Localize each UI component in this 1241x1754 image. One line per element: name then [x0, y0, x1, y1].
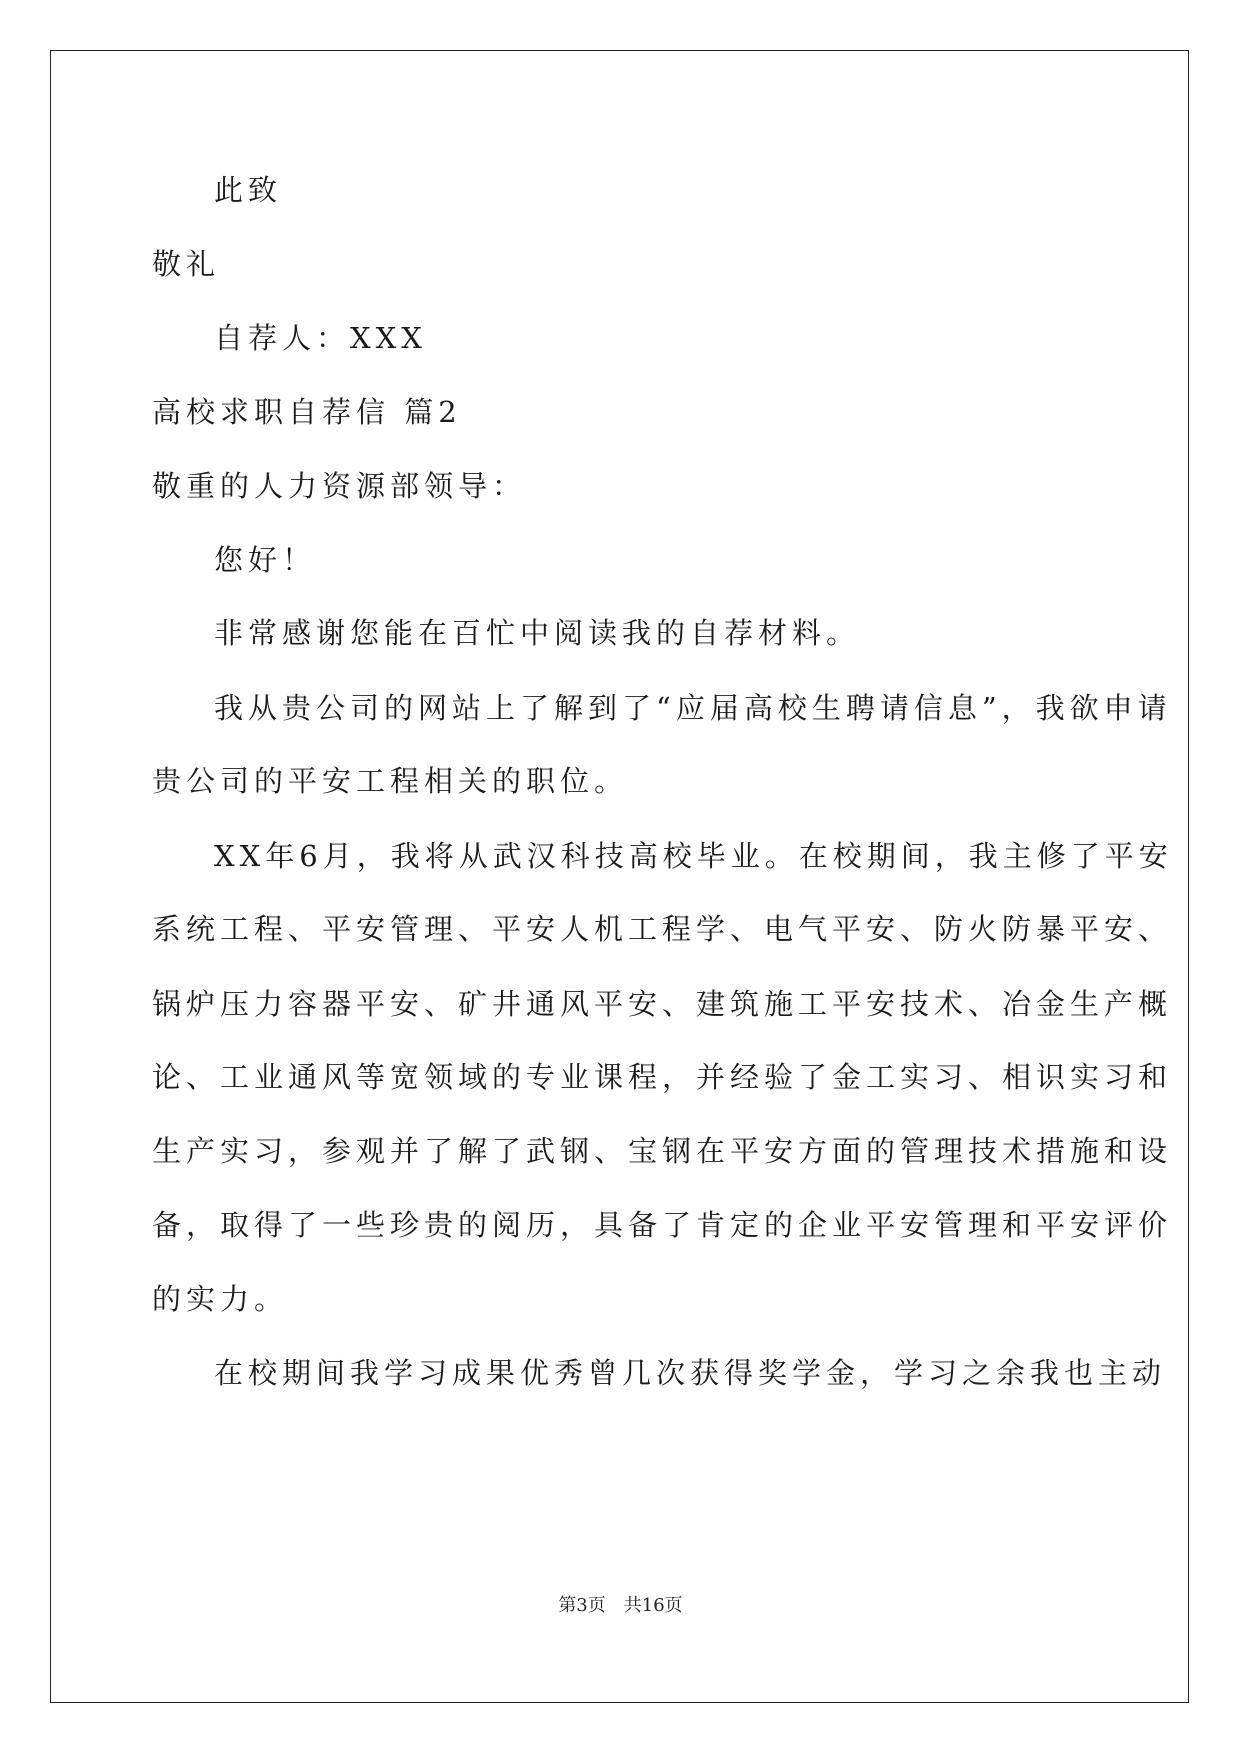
paragraph-line: 我从贵公司的网站上了解到了“应届高校生聘请信息”，我欲申请: [214, 691, 1172, 725]
paragraph-line: 贵公司的平安工程相关的职位。: [152, 764, 629, 798]
paragraph-line: 生产实习，参观并了解了武钢、宝钢在平安方面的管理技术措施和设: [152, 1134, 1173, 1168]
page-number-current: 第3页: [558, 1595, 606, 1616]
paragraph-line: 在校期间我学习成果优秀曾几次获得奖学金，学习之余我也主动: [214, 1356, 1167, 1390]
paragraph-line: 非常感谢您能在百忙中阅读我的自荐材料。: [214, 616, 861, 650]
page-border: [50, 50, 1189, 1703]
closing-regards: 敬礼: [152, 247, 221, 281]
page-footer: [0, 1594, 1241, 1618]
paragraph-line: 锅炉压力容器平安、矿井通风平安、建筑施工平安技术、冶金生产概: [152, 987, 1173, 1021]
paragraph-line: 的实力。: [152, 1282, 289, 1316]
letter-addressee: 敬重的人力资源部领导：: [152, 469, 527, 503]
paragraph-line: 备，取得了一些珍贵的阅历，具备了肯定的企业平安管理和平安评价: [152, 1208, 1173, 1242]
paragraph-line: XX年6月，我将从武汉科技高校毕业。在校期间，我主修了平安: [214, 839, 1173, 873]
page-number-total: 共16页: [623, 1595, 683, 1616]
section-heading: 高校求职自荐信 篇2: [152, 395, 462, 429]
signature-line: 自荐人：XXX: [214, 321, 427, 355]
greeting: 您好！: [214, 543, 317, 577]
paragraph-line: 论、工业通风等宽领域的专业课程，并经验了金工实习、相识实习和: [152, 1060, 1173, 1094]
paragraph-line: 系统工程、平安管理、平安人机工程学、电气平安、防火防暴平安、: [152, 912, 1173, 946]
closing-salutation: 此致: [214, 173, 283, 207]
